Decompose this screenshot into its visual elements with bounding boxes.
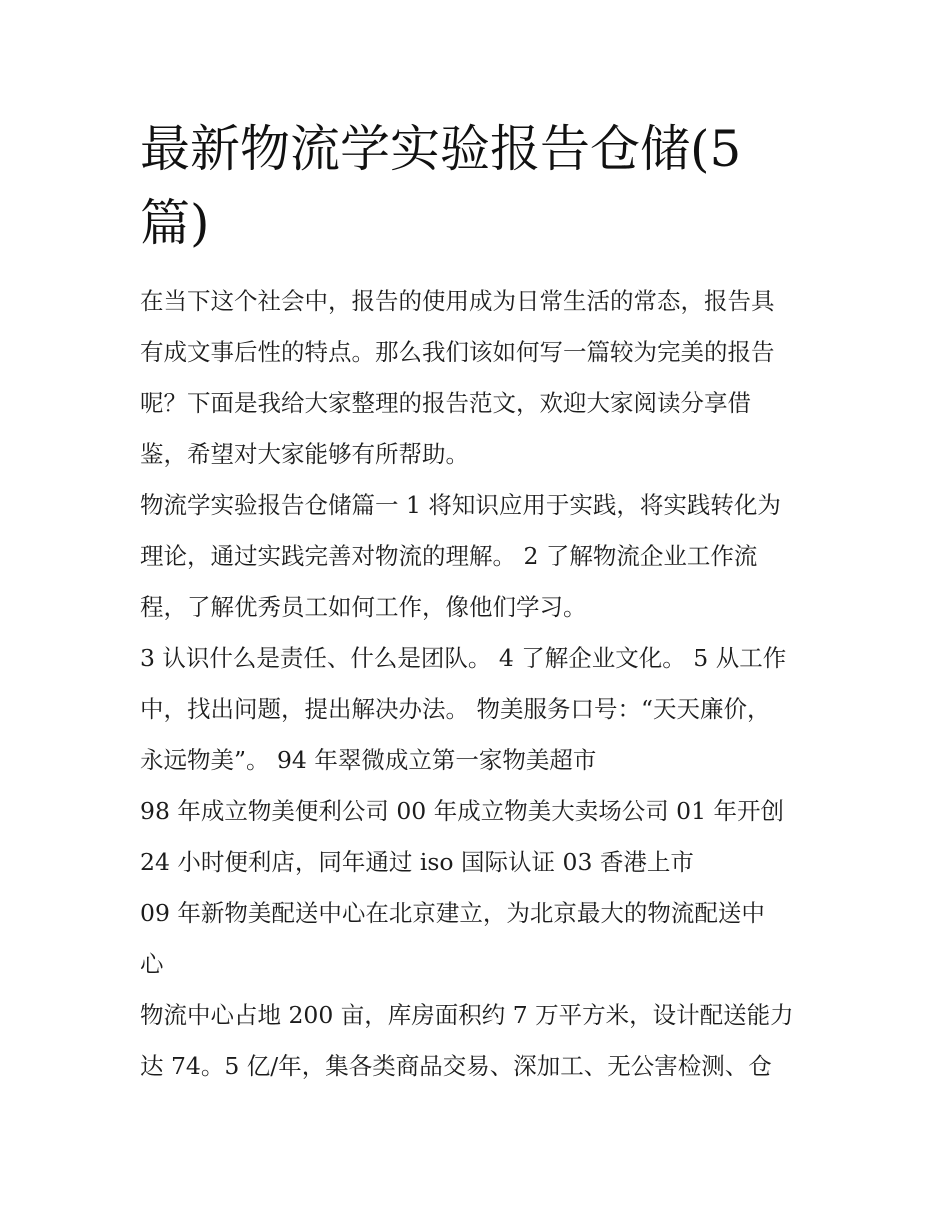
paragraph-distribution-center xyxy=(140,888,820,990)
paragraph-goals xyxy=(140,633,820,786)
paragraph-intro xyxy=(140,276,820,480)
text-line: 在当下这个社会中，报告的使用成为日常生活的常态，报告具 xyxy=(140,287,775,315)
text-line: 程，了解优秀员工如何工作，像他们学习。 xyxy=(140,593,587,621)
text-line: 理论，通过实践完善对物流的理解。 2 了解物流企业工作流 xyxy=(140,542,758,570)
text-line: 达 74。5 亿/年，集各类商品交易、深加工、无公害检测、仓 xyxy=(140,1052,772,1080)
text-line: 98 年成立物美便利公司 00 年成立物美大卖场公司 01 年开创 xyxy=(140,797,785,825)
text-line: 中，找出问题，提出解决办法。 物美服务口号：“天天廉价， xyxy=(140,695,771,723)
text-line: 有成文事后性的特点。那么我们该如何写一篇较为完美的报告 xyxy=(140,338,775,366)
document-body xyxy=(140,276,820,1092)
text-line: 09 年新物美配送中心在北京建立，为北京最大的物流配送中 xyxy=(140,899,765,927)
text-line: 24 小时便利店，同年通过 iso 国际认证 03 香港上市 xyxy=(140,848,694,876)
text-line: 3 认识什么是责任、什么是团队。 4 了解企业文化。 5 从工作 xyxy=(140,644,787,672)
text-line: 永远物美”。 94 年翠微成立第一家物美超市 xyxy=(140,746,597,774)
text-line: 呢？下面是我给大家整理的报告范文，欢迎大家阅读分享借 xyxy=(140,389,751,417)
text-line: 心 xyxy=(140,950,164,978)
text-line: 物流中心占地 200 亩，库房面积约 7 万平方米，设计配送能力 xyxy=(140,1001,794,1029)
text-line: 鉴，希望对大家能够有所帮助。 xyxy=(140,440,469,468)
document-title xyxy=(140,112,820,260)
text-line: 物流学实验报告仓储篇一 1 将知识应用于实践，将实践转化为 xyxy=(140,491,781,519)
title-line: 篇) xyxy=(140,194,210,252)
paragraph-chapter-one xyxy=(140,480,820,633)
title-line: 最新物流学实验报告仓储(5 xyxy=(140,120,742,178)
paragraph-logistics-center xyxy=(140,990,820,1092)
paragraph-history xyxy=(140,786,820,888)
